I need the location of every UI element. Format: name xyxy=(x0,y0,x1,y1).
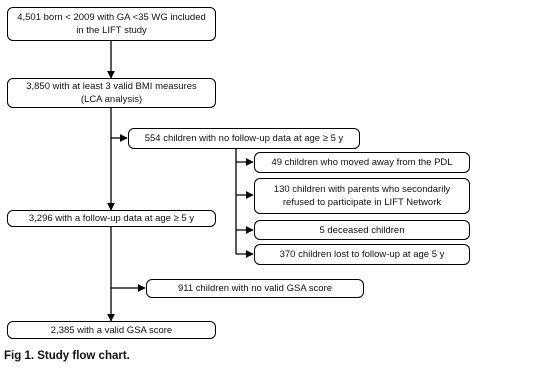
box-born-cohort-text: 4,501 born < 2009 with GA <35 WG included in the LIFT study xyxy=(17,12,206,36)
box-no-followup-text: 554 children with no follow-up data at age ≥ 5 y xyxy=(144,133,344,144)
box-no-gsa xyxy=(146,279,364,298)
box-no-followup xyxy=(128,128,360,149)
box-refused-text: 130 children with parents who secondarily refused to participate in LIFT Network xyxy=(273,184,451,208)
box-followup-data xyxy=(7,210,216,227)
box-bmi-measures-text: 3,850 with at least 3 valid BMI measures (LCA analysis) xyxy=(26,81,197,105)
box-followup-data-text: 3,296 with a follow-up data at age ≥ 5 y xyxy=(28,213,195,224)
figure-caption: Fig 1. Study flow chart. xyxy=(4,350,130,362)
box-deceased-text: 5 deceased children xyxy=(319,224,405,236)
box-valid-gsa-text: 2,385 with a valid GSA score xyxy=(50,324,173,336)
box-born-cohort xyxy=(7,7,216,41)
box-moved-away-text: 49 children who moved away from the PDL xyxy=(271,157,453,168)
box-lost-followup xyxy=(254,244,470,265)
box-refused xyxy=(254,178,470,214)
box-lost-followup-text: 370 children lost to follow-up at age 5 y xyxy=(279,249,445,260)
box-no-gsa-text: 911 children with no valid GSA score xyxy=(177,283,333,294)
box-deceased xyxy=(254,220,470,240)
box-bmi-measures xyxy=(7,78,216,108)
box-valid-gsa xyxy=(7,321,216,339)
box-moved-away xyxy=(254,152,470,173)
